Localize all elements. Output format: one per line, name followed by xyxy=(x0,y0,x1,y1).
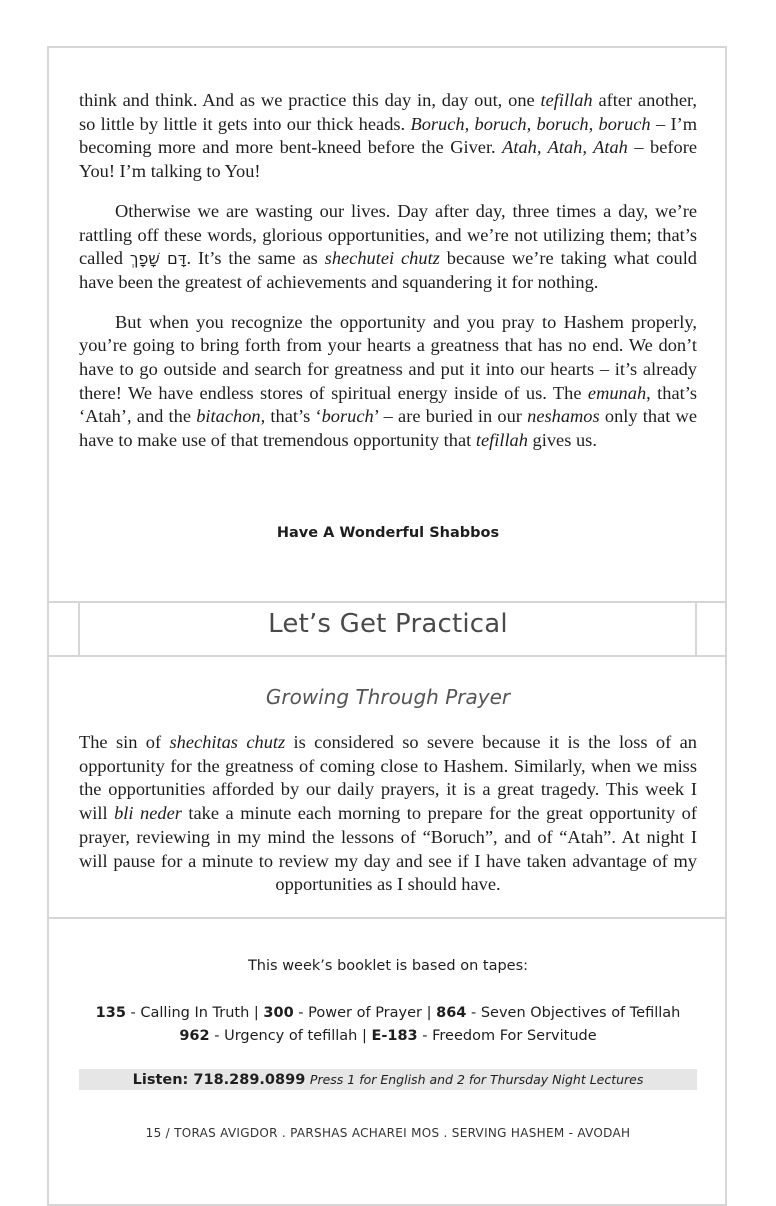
tape-title: Seven Objectives of Tefillah xyxy=(480,1005,681,1021)
italic-term: Atah, Atah, Atah xyxy=(502,137,628,158)
italic-term: shechitas chutz xyxy=(169,732,286,752)
listen-note: Press 1 for English and 2 for Thursday Night Lectures xyxy=(309,1072,644,1087)
text-run: , that’s ‘ xyxy=(260,406,322,427)
hebrew-phrase: דָּם שָׁפָךְ xyxy=(129,249,187,269)
listen-bar xyxy=(79,1069,697,1090)
italic-term: bitachon xyxy=(196,406,261,427)
tapes-list xyxy=(60,1002,716,1048)
tape-title: Urgency of tefillah xyxy=(224,1028,358,1044)
section-subtitle: Growing Through Prayer xyxy=(265,685,511,709)
text-run: think and think. And as we practice this day in, day out, one xyxy=(79,90,541,110)
tape-number: 300 xyxy=(263,1005,294,1021)
text-run: only that we have to make use of that tremendous opportunity that xyxy=(79,406,697,451)
italic-term: Boruch, boruch, boruch, boruch xyxy=(410,113,651,134)
text-run: gives us. xyxy=(527,430,597,451)
text-run: because we’re taking what could have been the greatest of achievements and squandering it for nothing. xyxy=(79,248,698,292)
text-run: – I’m becoming more and more bent-kneed before the Giver. xyxy=(79,113,698,158)
text-run: is considered so severe because it is the loss of an opportunity for the greatness of coming close to Hashem. Similarly, when we miss the opportunities afforded by our daily prayers, it is a great tragedy. This week I will xyxy=(79,732,697,824)
text-run: – before You! I’m talking to You! xyxy=(79,137,697,182)
tape-title: Power of Prayer xyxy=(308,1005,422,1021)
italic-term: shechutei chutz xyxy=(324,248,440,269)
italic-term: tefillah xyxy=(540,90,593,110)
article-body xyxy=(79,89,697,469)
signoff: Have A Wonderful Shabbos xyxy=(276,525,500,541)
tapes-line-1: 135 - Calling In Truth | 300 - Power of Prayer | 864 - Seven Objectives of Tefillah xyxy=(95,1005,681,1021)
text-run: after another, so little by little it gets into our thick heads. xyxy=(79,90,697,134)
text-run: take a minute each morning to prepare for the great opportunity of prayer, reviewing in my mind the lessons of “Boruch”, and of “Atah”. At night I will pause for a minute to review my day and see if I have taken advantage of my opportunities as I should have. xyxy=(79,803,697,895)
tape-title: Calling In Truth xyxy=(140,1005,250,1021)
tape-number: 962 xyxy=(179,1028,210,1044)
listen-phone: Listen: 718.289.0899 xyxy=(132,1072,306,1088)
italic-term: tefillah xyxy=(475,430,528,451)
tape-title: Freedom For Servitude xyxy=(432,1028,597,1044)
text-run: But when you recognize the opportunity and you pray to Hashem properly, you’re going to bring forth from your hearts a greatness that has no end. We don’t have to go outside and search for greatness and put it into our hearts – it’s already there! We have endless stores of spiritual energy inside of us. The xyxy=(79,311,697,403)
paragraph-1 xyxy=(79,89,697,184)
tapes-line-2: 962 - Urgency of tefillah | E-183 - Freedom For Servitude xyxy=(179,1028,597,1044)
italic-term: emunah xyxy=(587,382,647,403)
page-footer: 15 / TORAS AVIGDOR . PARSHAS ACHAREI MOS . SERVING HASHEM - AVODAH xyxy=(145,1126,631,1140)
text-run: ’ – are buried in our xyxy=(373,406,528,427)
divider-tapes xyxy=(47,917,727,919)
tape-number: 864 xyxy=(436,1005,467,1021)
practical-body xyxy=(79,731,697,897)
paragraph-3 xyxy=(79,311,697,453)
tape-number: 135 xyxy=(95,1005,126,1021)
divider-top xyxy=(47,601,727,603)
paragraph-2 xyxy=(79,200,697,295)
divider-title-bottom xyxy=(47,655,727,657)
tapes-intro: This week’s booklet is based on tapes: xyxy=(247,958,529,974)
italic-term: neshamos xyxy=(527,406,600,427)
tape-number: E-183 xyxy=(371,1028,418,1044)
italic-term: boruch xyxy=(321,406,374,427)
text-run: Otherwise we are wasting our lives. Day after day, three times a day, we’re rattling off these words, glorious opportunities, and we’re not utilizing them; that’s called xyxy=(79,200,697,269)
text-run: The sin of xyxy=(79,732,170,752)
italic-term: bli neder xyxy=(114,803,182,824)
practical-paragraph xyxy=(79,731,697,897)
text-run: . It’s the same as xyxy=(186,248,325,269)
text-run: , that’s ‘Atah’, and the xyxy=(79,382,697,427)
section-title: Let’s Get Practical xyxy=(268,609,508,639)
